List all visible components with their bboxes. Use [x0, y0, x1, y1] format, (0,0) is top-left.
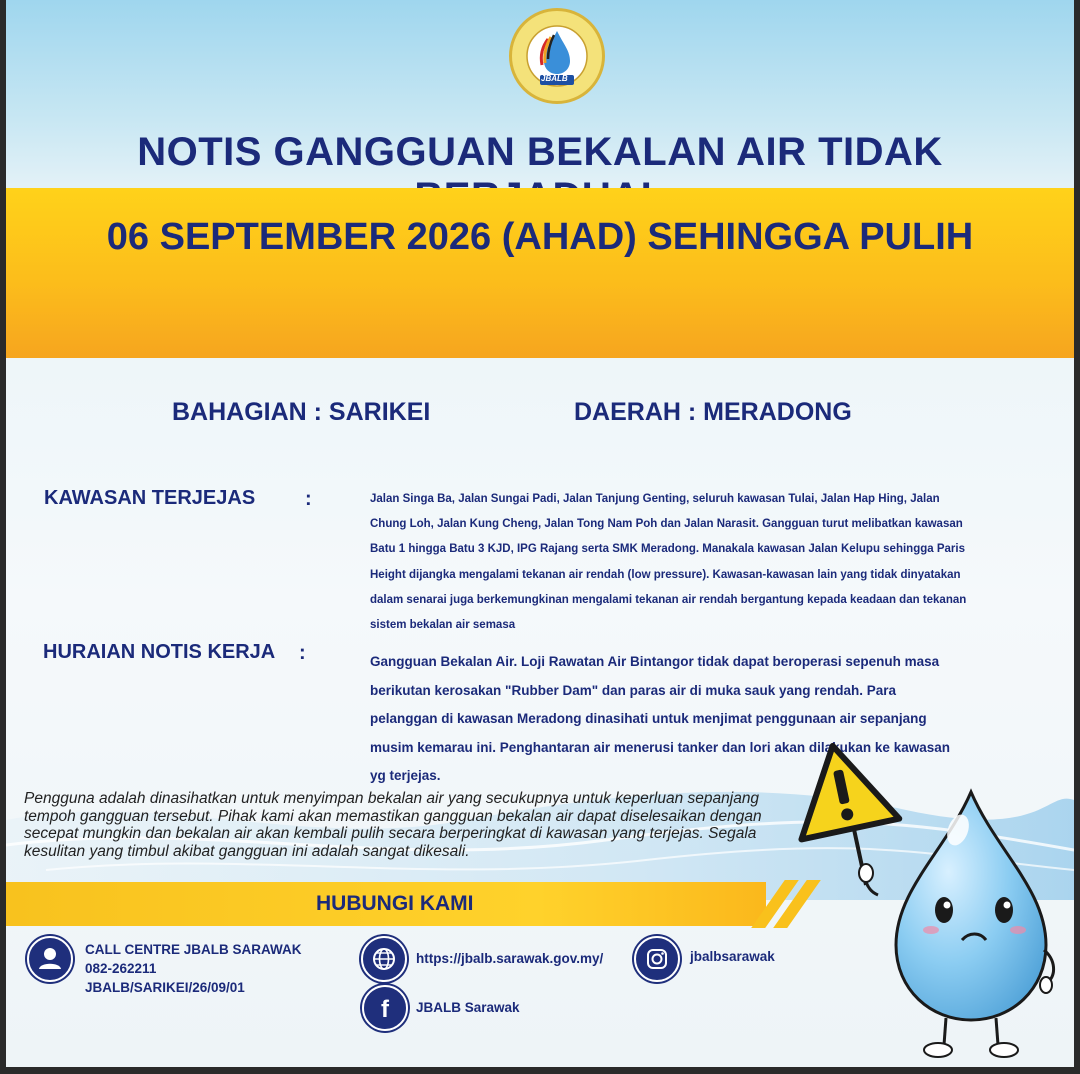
kawasan-text: Jalan Singa Ba, Jalan Sungai Padi, Jalan Tanjung Genting, seluruh kawasan Tulai, Jalan Hap Hing, Jalan Chung Loh, Jalan Kung Cheng, Jalan Tong Nam Poh dan Jalan Narasit. Gangguan turut melibatkan kawasan Batu 1 hingga Batu 3 KJD, IPG Rajang serta SMK Meradong. Manakala kawasan Jalan Kelupu sehingga Paris Height dijangka mengalami tekanan air rendah (low pressure). Kawasan-kawasan lain yang tidak dinyatakan dalam senarai juga berkemungkinan mengalami tekanan air rendah bergantung kepada keadaan dan tekanan sistem bekalan air semasa — [370, 493, 967, 632]
svg-text:f: f — [381, 996, 389, 1023]
advisory-notice: Pengguna adalah dinasihatkan untuk menyimpan bekalan air yang secukupnya untuk keperluan sepanjang tempoh gangguan tersebut. Pihak kami akan memastikan gangguan bekalan air dapat diselesaikan dengan secepat mungkin dan bekalan air akan kembali pulih secara berperingkat di kawasan yang terjejas. Segala kesulitan yang timbul akibat gangguan ini adalah sangat dikesali. — [24, 790, 762, 860]
contact-heading: HUBUNGI KAMI — [316, 892, 474, 915]
date-range: 06 SEPTEMBER 2026 (AHAD) SEHINGGA PULIH — [106, 216, 974, 258]
globe-icon — [361, 936, 407, 982]
notice-poster — [6, 0, 1074, 1067]
date-banner — [6, 188, 1074, 358]
jbalb-logo — [509, 8, 605, 104]
warning-sign-icon — [784, 740, 899, 839]
notice-title: NOTIS GANGGUAN BEKALAN AIR TIDAK — [137, 130, 943, 174]
contact-heading-bar — [6, 882, 766, 926]
kawasan-label: KAWASAN TERJEJAS — [44, 487, 256, 509]
jbalb-logo-emblem — [512, 11, 602, 101]
huraian-label: HURAIAN NOTIS KERJA — [43, 641, 276, 663]
logo-brand-text: JBALB — [541, 74, 568, 83]
call-centre-label: CALL CENTRE JBALB SARAWAK — [85, 942, 302, 957]
instagram-icon — [634, 936, 680, 982]
daerah-label: DAERAH : MERADONG — [574, 398, 852, 426]
instagram-link[interactable]: jbalbsarawak — [690, 949, 775, 964]
huraian-text: Gangguan Bekalan Air. Loji Rawatan Air Bintangor tidak dapat beroperasi sepenuh masa berikutan kerosakan "Rubber Dam" dan paras air di muka sauk yang rendah. Para pelanggan di kawasan Meradong dinasihati untuk menjimat penggunaan air sepanjang musim kemarau ini. Penghantaran air menerusi tanker dan lori akan dilakukan ke kawasan yg terjejas. — [370, 654, 950, 784]
call-centre-phone[interactable]: 082-262211 — [85, 961, 157, 976]
facebook-link[interactable]: JBALB Sarawak — [416, 1000, 520, 1015]
huraian-colon: : — [299, 642, 306, 664]
website-link[interactable]: https://jbalb.sarawak.gov.my/ — [416, 951, 604, 966]
bahagian-label: BAHAGIAN : SARIKEI — [172, 398, 431, 426]
kawasan-colon: : — [305, 488, 312, 510]
water-droplet-mascot-icon — [766, 740, 1066, 1067]
reference-number: JBALB/SARIKEI/26/09/01 — [85, 980, 245, 995]
user-icon — [27, 936, 73, 982]
facebook-icon — [362, 985, 408, 1031]
